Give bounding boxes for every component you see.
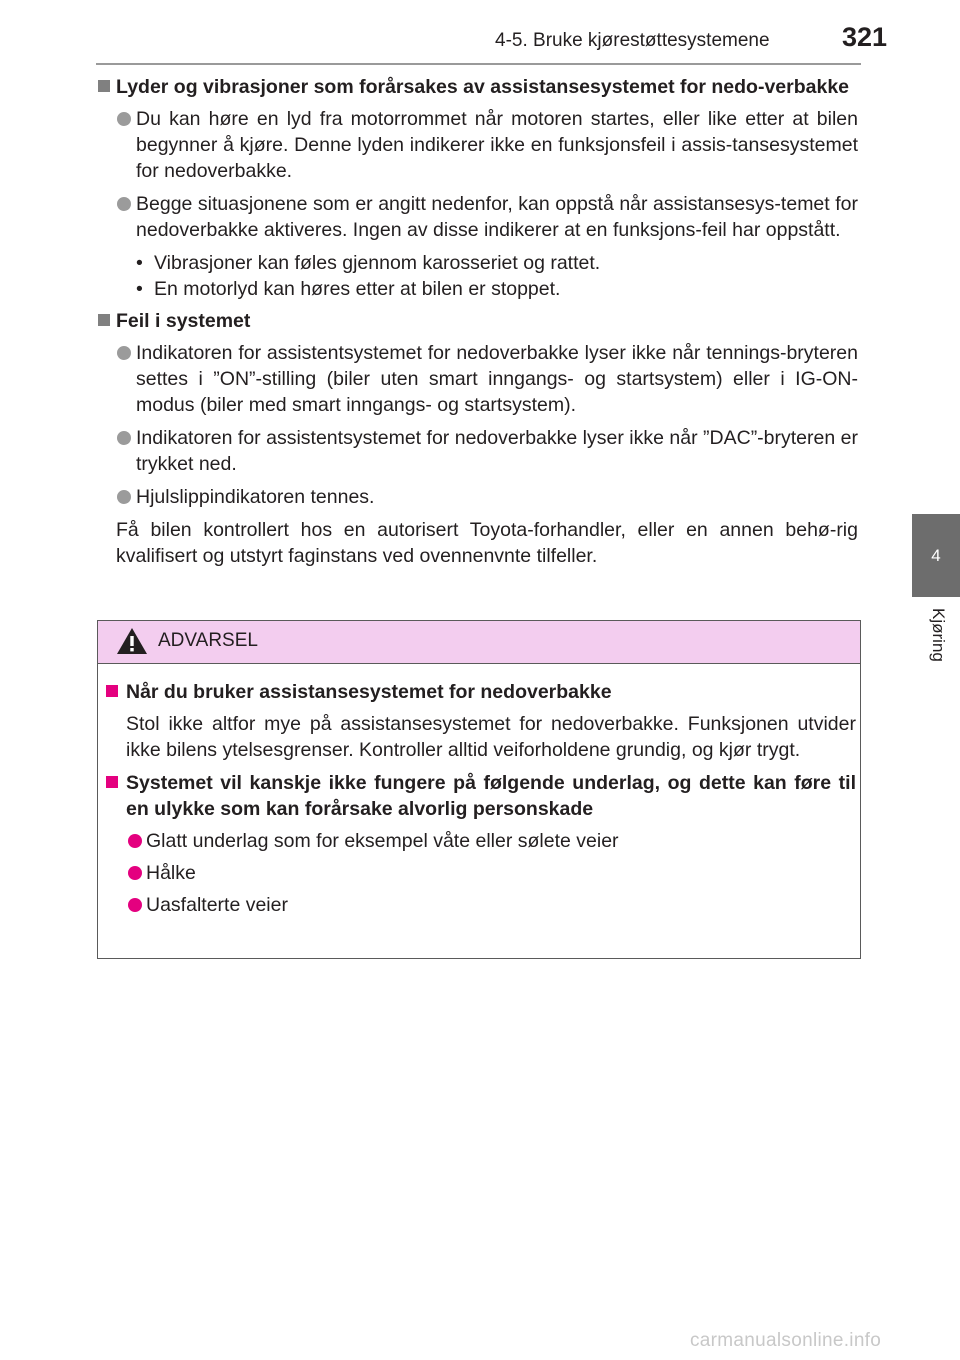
warning-heading-text: Når du bruker assistansesystemet for nedoverbakke [126, 681, 612, 703]
main-content [96, 74, 858, 569]
circle-bullet-icon [117, 490, 131, 504]
list-item [96, 340, 858, 418]
warning-list-item [106, 892, 856, 918]
warning-heading-text: Systemet vil kanskje ikke fungere på følgende underlag, og dette kan føre til en ulykke som kan forårsake alvorlig personskade [126, 772, 856, 820]
warning-list-item [106, 860, 856, 886]
warning-heading [106, 770, 856, 822]
warning-box [97, 620, 861, 959]
warning-list-item-text: Glatt underlag som for eksempel våte eller sølete veier [146, 830, 619, 852]
square-bullet-icon [106, 685, 118, 697]
warning-list-item-text: Uasfalterte veier [146, 894, 288, 916]
square-bullet-icon [98, 80, 110, 92]
list-item [96, 106, 858, 184]
list-item-text: Hjulslippindikatoren tennes. [136, 486, 375, 508]
header-divider [96, 63, 861, 65]
warning-list-item [106, 828, 856, 854]
warning-triangle-icon [116, 627, 148, 655]
warning-title: ADVARSEL [158, 630, 258, 651]
sub-list-item-text: En motorlyd kan høres etter at bilen er stoppet. [154, 278, 561, 300]
chapter-tab: 4 [912, 514, 960, 597]
circle-bullet-icon [128, 834, 142, 848]
section-heading-faults [96, 308, 858, 334]
warning-paragraph: Stol ikke altfor mye på assistansesystemet for nedoverbakke. Funksjonen utvider ikke bilens ytelsesgrenser. Kontroller alltid veiforholdene grundig, og kjør trygt. [126, 713, 856, 761]
circle-bullet-icon [128, 898, 142, 912]
list-item-text: Indikatoren for assistentsystemet for nedoverbakke lyser ikke når tennings-bryteren settes i ”ON”-stilling (biler uten smart inngangs- og startsystem) eller i IG-ON-modus (biler med smart inngangs- og startsystem). [136, 342, 858, 416]
circle-bullet-icon [117, 431, 131, 445]
sub-list-item [96, 276, 858, 302]
bullet-icon: • [136, 252, 143, 274]
list-item [96, 425, 858, 477]
list-item [96, 484, 858, 510]
list-item-text: Indikatoren for assistentsystemet for nedoverbakke lyser ikke når ”DAC”-bryteren er trykket ned. [136, 427, 858, 475]
section-heading-text: Lyder og vibrasjoner som forårsakes av assistansesystemet for nedo-verbakke [116, 76, 850, 98]
circle-bullet-icon [128, 866, 142, 880]
square-bullet-icon [98, 314, 110, 326]
warning-body [106, 679, 856, 924]
bullet-icon: • [136, 278, 143, 300]
warning-heading [106, 679, 856, 705]
circle-bullet-icon [117, 197, 131, 211]
circle-bullet-icon [117, 112, 131, 126]
page-number: 321 [842, 22, 888, 52]
watermark: carmanualsonline.info [690, 1330, 882, 1351]
sub-list-item-text: Vibrasjoner kan føles gjennom karosseriet og rattet. [154, 252, 601, 274]
section-heading-sounds [96, 74, 858, 100]
list-item-text: Du kan høre en lyd fra motorrommet når motoren startes, eller like etter at bilen begynner å kjøre. Denne lyden indikerer ikke en funksjonsfeil i assis-tansesystemet for nedoverbakke. [136, 108, 858, 182]
circle-bullet-icon [117, 346, 131, 360]
body-paragraph: Få bilen kontrollert hos en autorisert Toyota-forhandler, eller en annen behø-rig kvalifisert og utstyrt faginstans ved ovennenvnte tilfeller. [116, 519, 858, 567]
list-item [96, 191, 858, 243]
section-heading-text: Feil i systemet [116, 310, 251, 332]
square-bullet-icon [106, 776, 118, 788]
warning-list-item-text: Hålke [146, 862, 196, 884]
list-item-text: Begge situasjonene som er angitt nedenfor, kan oppstå når assistansesys-temet for nedoverbakke aktiveres. Ingen av disse indikerer at en funksjons-feil har oppstått. [136, 193, 858, 241]
sub-list-item [96, 250, 858, 276]
chapter-tab-label: Kjøring [929, 608, 948, 662]
warning-header [98, 621, 860, 664]
section-header-title: 4-5. Bruke kjørestøttesystemene [495, 30, 770, 51]
